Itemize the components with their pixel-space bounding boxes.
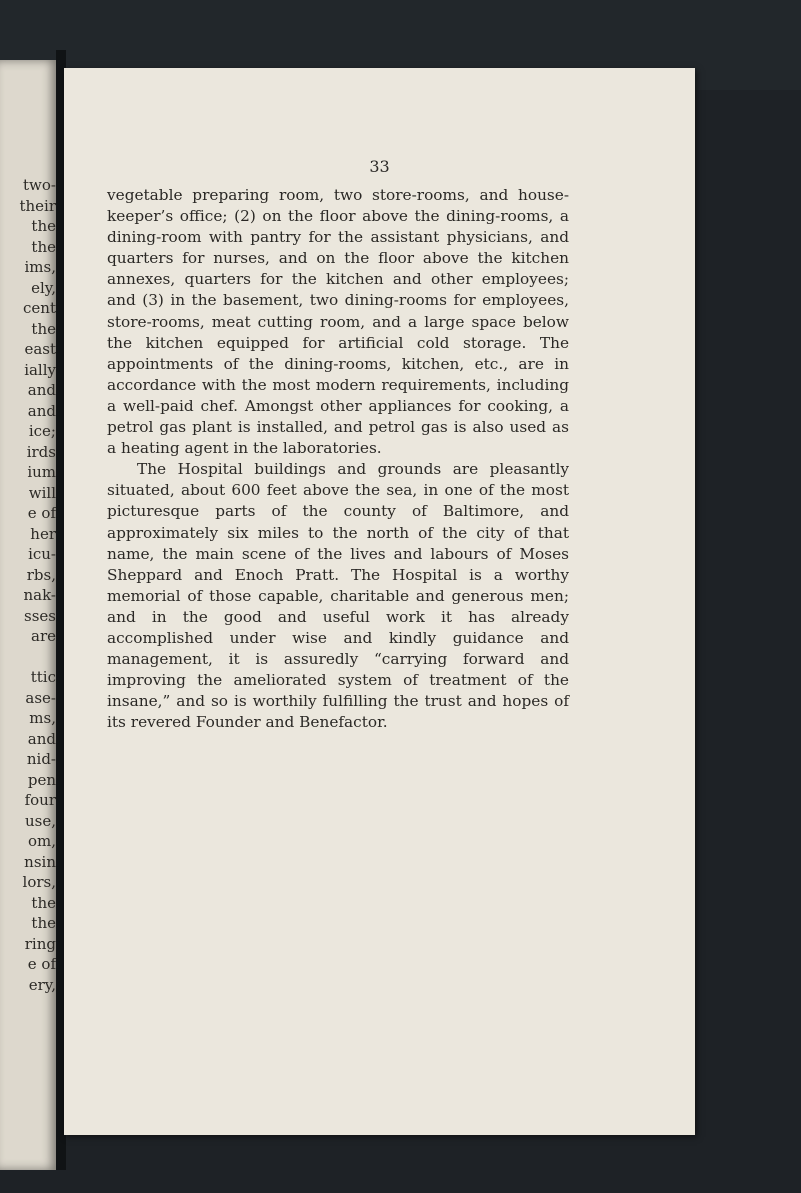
previous-page-fragment: ery, [28,975,56,994]
paragraph-2: The Hospital buildings and grounds are pleasantly situated, about 600 feet above the sea, in one of the most picturesque parts of the county of Baltimore, and approximately six miles to the north of the city of that name, the main scene of the lives and labours of Moses Sheppard and Enoch Pratt. The Hospital is a worthy memorial of those capable, charitable and generous men; and in the good and useful work it has already accomplished under wise and kindly guidance and management, it is assuredly “carrying forward and improving the ameliorated system of treatment of the insane,” and so is worthily fulfilling the trust and hopes of its revered Founder and Benefactor. [107,460,569,732]
previous-page-fragment: ice; [28,422,56,440]
previous-page-fragment: use, [24,811,56,830]
previous-page-fragment: ely, [31,278,56,297]
previous-page-fragment: the [31,893,56,912]
previous-page-edge [0,60,58,1170]
previous-page-fragment: east [24,340,56,358]
previous-page-fragment: the [31,319,56,338]
previous-page-fragment: and [27,381,56,399]
previous-page-fragment: four [24,791,56,809]
previous-page-fragment: ase- [25,688,56,707]
previous-page-fragment: ium [27,463,56,481]
previous-page-fragment: e of [27,955,56,973]
previous-page-fragment [0,647,56,668]
previous-page-fragment: irds [26,442,56,461]
previous-page-fragment: the [31,237,56,256]
previous-page-fragment: her [30,524,56,543]
previous-page-fragment: om, [27,832,56,850]
previous-page-fragment: their [19,196,56,215]
previous-page-fragment: the [31,217,56,235]
previous-page-fragment: nak- [23,586,56,604]
previous-page-fragment: lors, [22,873,56,891]
previous-page-fragment: ttic [30,668,56,686]
previous-page-fragment: rbs, [26,565,56,584]
paragraph-1: vegetable preparing room, two store-rooms, and house-keeper’s office; (2) on the floor above the dining-rooms, a dining-room with pantry for the assistant physicians, and quarters for nurses, and on the floor above the kitchen annexes, quarters for the kitchen and other employees; and (3) in the basement, two dining-rooms for employees, store-rooms, meat cutting room, and a large space below the kitchen equipped for artificial cold storage. The appointments of the dining-rooms, kitchen, etc., are in accordance with the most modern requirements, including a well-paid chef. Amongst other appliances for cooking, a petrol gas plant is installed, and petrol gas is also used as a heating agent in the laboratories. [107,186,569,458]
previous-page-fragment: ms, [29,709,56,727]
previous-page-fragment: are [31,627,56,645]
previous-page-fragment: two- [23,176,56,194]
previous-page-fragment: cent [23,299,56,317]
previous-page-fragment: and [27,729,56,748]
previous-page-fragment: nsin [24,852,56,871]
previous-page-fragment: ially [24,360,56,379]
previous-page-fragment: ims, [24,258,56,276]
body-text [107,185,569,733]
book-page [64,68,695,1135]
previous-page-fragment: sses [24,606,56,625]
previous-page-fragment: will [28,483,56,502]
previous-page-fragment: nid- [26,750,56,768]
page-number: 33 [369,157,390,176]
previous-page-text [0,175,56,995]
previous-page-fragment: the [31,914,56,932]
previous-page-fragment: ring [24,934,56,953]
previous-page-fragment: and [27,401,56,420]
previous-page-fragment: icu- [28,545,56,563]
previous-page-fragment: pen [27,770,56,789]
previous-page-fragment: e of [27,504,56,522]
